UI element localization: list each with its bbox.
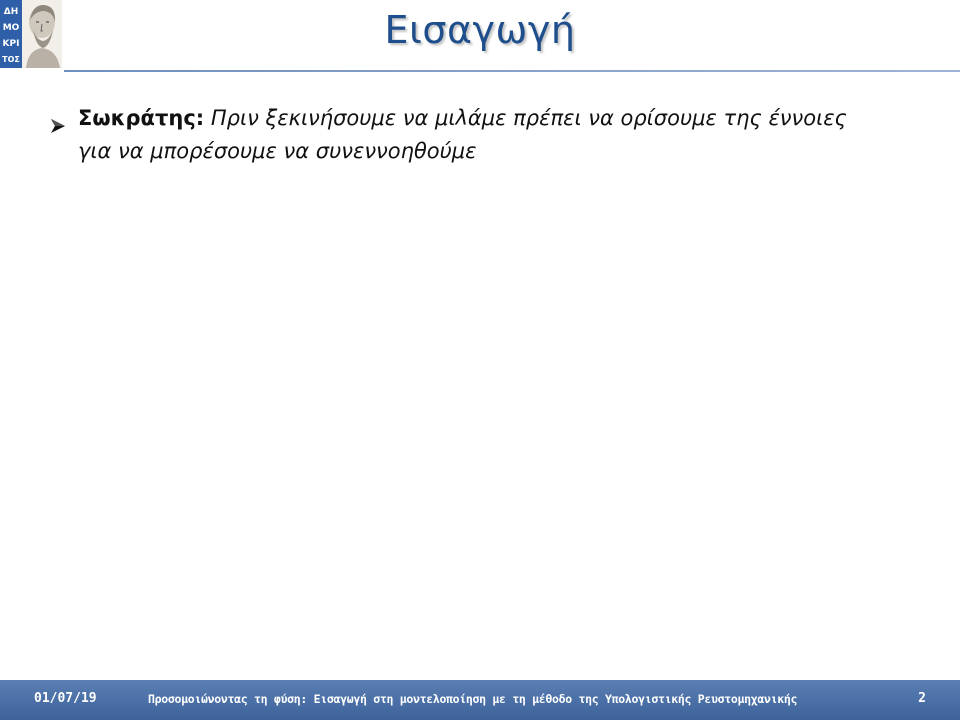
bullet-text [78,102,870,168]
footer-date: 01/07/19 [34,691,97,706]
title-underline [64,70,960,72]
slide-content [50,102,870,168]
logo-letters-3: ΚΡΙ [2,39,20,49]
bullet-item [50,102,870,168]
page-number: 2 [918,691,926,706]
logo-letters-4: ΤΟΣ [2,55,20,64]
logo-letters-1: ΔΗ [3,7,19,17]
footer-title: Προσομοιώνοντας τη φύση: Εισαγωγή στη μοντελοποίηση με τη μέθοδο της Υπολογιστικής Ρευστομηχανικής [148,692,798,706]
speaker-label: Σωκράτης: [78,106,205,130]
arrow-bullet-icon [50,102,78,144]
quote-text: Πριν ξεκινήσουμε να μιλάμε πρέπει να ορίσουμε της έννοιες για να μπορέσουμε να συνεννοηθούμε [78,106,847,163]
slide-footer [0,680,960,720]
slide-title: Εισαγωγή [384,8,576,52]
logo-letters-2: ΜΟ [2,23,20,33]
